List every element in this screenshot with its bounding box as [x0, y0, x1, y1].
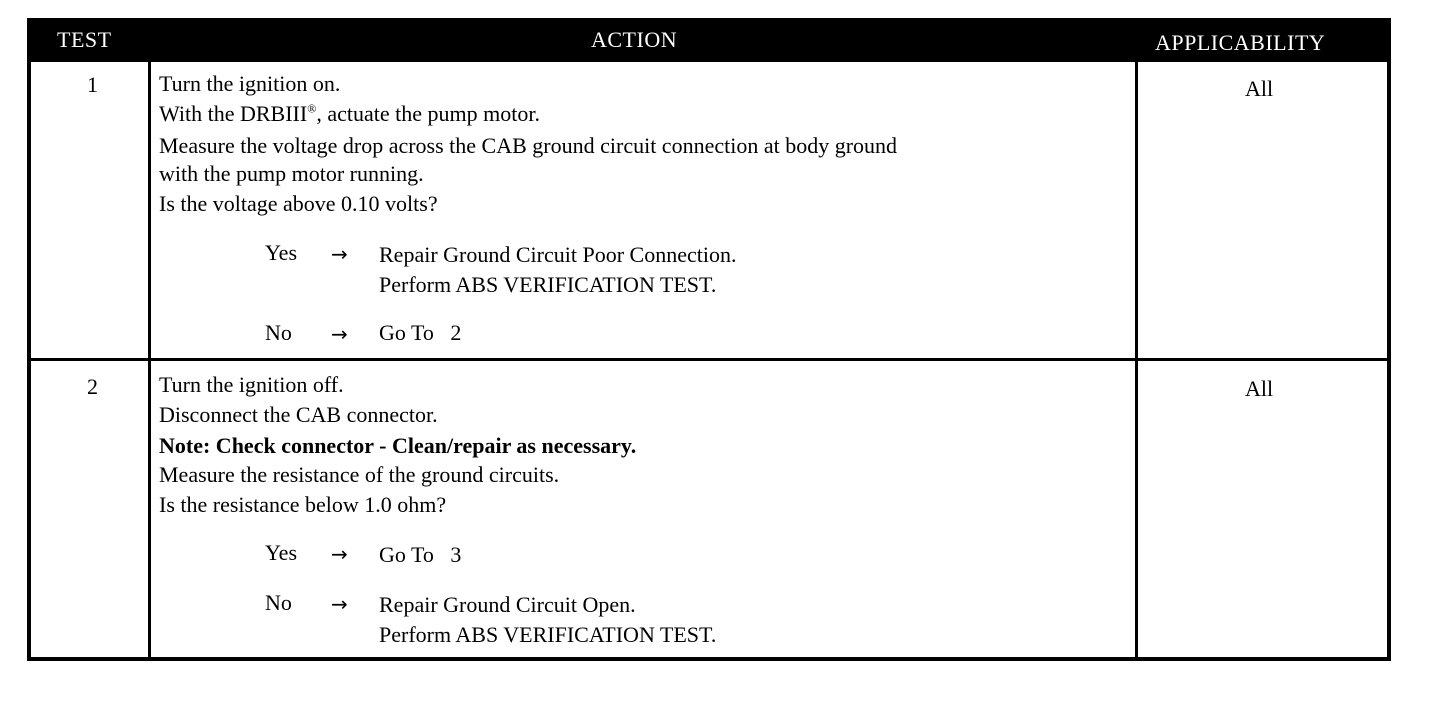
action-line: Disconnect the CAB connector.	[159, 402, 438, 427]
action-line: Measure the resistance of the ground circuits.	[159, 462, 560, 487]
applicability-value: All	[1245, 376, 1274, 401]
no-result: Go To 2	[379, 320, 462, 345]
applicability-value: All	[1245, 76, 1274, 101]
yes-label: Yes	[265, 540, 298, 565]
action-line: Turn the ignition off.	[159, 372, 344, 397]
action-line: Is the resistance below 1.0 ohm?	[159, 492, 447, 517]
no-result: Repair Ground Circuit Open.	[379, 592, 636, 617]
header-applicability: APPLICABILITY	[1155, 30, 1326, 55]
no-label: No	[265, 590, 292, 615]
yes-label: Yes	[265, 240, 298, 265]
row-divider	[31, 358, 1387, 361]
diagnostic-test-table	[27, 18, 1391, 661]
arrow-icon: →	[331, 592, 348, 616]
column-divider-test	[148, 22, 151, 657]
action-line: Is the voltage above 0.10 volts?	[159, 191, 438, 216]
no-label: No	[265, 320, 292, 345]
action-note: Note: Check connector - Clean/repair as necessary.	[159, 433, 637, 458]
arrow-icon: →	[331, 242, 348, 266]
test-number: 1	[87, 72, 98, 97]
arrow-icon: →	[331, 322, 348, 346]
yes-result: Go To 3	[379, 542, 462, 567]
test-number: 2	[87, 374, 98, 399]
arrow-icon: →	[331, 542, 348, 566]
yes-result: Repair Ground Circuit Poor Connection.	[379, 242, 737, 267]
column-divider-applicability	[1135, 22, 1138, 657]
action-line: with the pump motor running.	[159, 161, 424, 186]
action-line: With the DRBIII®, actuate the pump motor.	[159, 101, 540, 126]
header-test: TEST	[57, 27, 112, 52]
action-line: Turn the ignition on.	[159, 71, 341, 96]
no-result: Perform ABS VERIFICATION TEST.	[379, 622, 717, 647]
table-header	[31, 22, 1387, 62]
header-action: ACTION	[591, 27, 678, 52]
action-line: Measure the voltage drop across the CAB ground circuit connection at body ground	[159, 133, 898, 158]
yes-result: Perform ABS VERIFICATION TEST.	[379, 272, 717, 297]
registered-mark: ®	[307, 101, 317, 116]
